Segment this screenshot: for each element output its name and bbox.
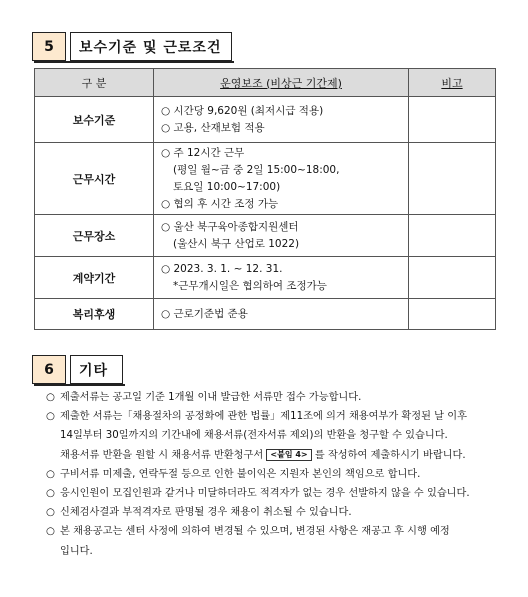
- list-item-text: 응시인원이 모집인원과 같거나 미달하더라도 적격자가 없는 경우 선발하지 않을 수 있습니다.: [60, 488, 470, 500]
- row-content: [154, 215, 409, 257]
- row-label: 복리후생: [35, 299, 154, 330]
- table-row: [35, 97, 496, 143]
- content-line: ○ 고용, 산재보험 적용: [161, 121, 265, 134]
- bullet-icon: ○: [46, 507, 55, 519]
- section-title: 보수기준 및 근로조건: [70, 32, 232, 61]
- section-5-header: [32, 32, 232, 61]
- row-content: [154, 299, 409, 330]
- row-remark: [409, 143, 496, 215]
- table-row: [35, 143, 496, 215]
- content-line: (울산시 북구 산업로 1022): [173, 237, 300, 250]
- row-remark: [409, 299, 496, 330]
- row-label: 보수기준: [35, 97, 154, 143]
- attachment-badge: <붙임 4>: [266, 449, 311, 461]
- content-line: ○ 협의 후 시간 조정 가능: [161, 197, 279, 210]
- working-conditions-table: [34, 68, 496, 330]
- list-item-text: 본 채용공고는 센터 사정에 의하여 변경될 수 있으며, 변경된 사항은 재공고 후 시행 예정: [60, 526, 450, 538]
- row-remark: [409, 257, 496, 299]
- table-row: [35, 257, 496, 299]
- list-item-continuation: 14일부터 30일까지의 기간내에 채용서류(전자서류 제외)의 반환을 청구할 수 있습니다.: [60, 430, 448, 442]
- list-item-text: 제출서류는 공고일 기준 1개월 이내 발급한 서류만 접수 가능합니다.: [60, 392, 362, 403]
- section-title: 기타: [70, 355, 123, 384]
- content-line: ○ 울산 북구육아종합지원센터: [161, 220, 299, 233]
- row-content: [154, 97, 409, 143]
- section-number: 5: [32, 32, 66, 61]
- list-item-continuation: [46, 446, 516, 465]
- list-item: [46, 465, 516, 484]
- row-label: 근무시간: [35, 143, 154, 215]
- list-item: [46, 503, 516, 522]
- section-6-header: [32, 355, 123, 384]
- bullet-icon: ○: [46, 488, 55, 500]
- list-item-text: 채용서류 반환을 원할 시 채용서류 반환청구서: [60, 449, 264, 461]
- notes-list: [46, 388, 516, 561]
- section-number: 6: [32, 355, 66, 384]
- list-item-text: 제출한 서류는「채용절차의 공정화에 관한 법률」제11조에 의거 채용여부가 확정된 날 이후: [60, 411, 467, 423]
- table-row: [35, 215, 496, 257]
- table-row: [35, 299, 496, 330]
- row-label: 계약기간: [35, 257, 154, 299]
- list-item: [46, 407, 516, 426]
- header-position: 운영보조 (비상근 기간제): [154, 69, 409, 97]
- list-item-text: 를 작성하여 제출하시기 바랍니다.: [314, 449, 466, 461]
- content-line: ○ 주 12시간 근무: [161, 146, 245, 159]
- table-header-row: [35, 69, 496, 97]
- bullet-icon: ○: [46, 526, 55, 538]
- content-line: ○ 2023. 3. 1. ~ 12. 31.: [161, 262, 283, 275]
- content-line: (평일 월~금 중 2일 15:00~18:00,: [173, 163, 340, 176]
- row-content: [154, 257, 409, 299]
- row-remark: [409, 97, 496, 143]
- header-remarks: 비고: [409, 69, 496, 97]
- list-item-text: 신체검사결과 부적격자로 판명될 경우 채용이 취소될 수 있습니다.: [60, 507, 352, 519]
- list-item: [46, 484, 516, 503]
- list-item-continuation: 입니다.: [60, 545, 93, 557]
- list-item: [46, 522, 516, 541]
- bullet-icon: ○: [46, 392, 55, 403]
- content-line: ○ 근로기준법 준용: [161, 307, 248, 320]
- row-remark: [409, 215, 496, 257]
- list-item: [46, 388, 516, 407]
- header-category: 구 분: [35, 69, 154, 97]
- row-content: [154, 143, 409, 215]
- row-label: 근무장소: [35, 215, 154, 257]
- list-item-text: 구비서류 미제출, 연락두절 등으로 인한 불이익은 지원자 본인의 책임으로 합니다.: [60, 468, 421, 480]
- content-line: 토요일 10:00~17:00): [173, 180, 281, 193]
- bullet-icon: ○: [46, 468, 55, 480]
- content-line: ○ 시간당 9,620원 (최저시급 적용): [161, 104, 324, 117]
- bullet-icon: ○: [46, 411, 55, 423]
- content-line: *근무개시일은 협의하여 조정가능: [173, 279, 327, 292]
